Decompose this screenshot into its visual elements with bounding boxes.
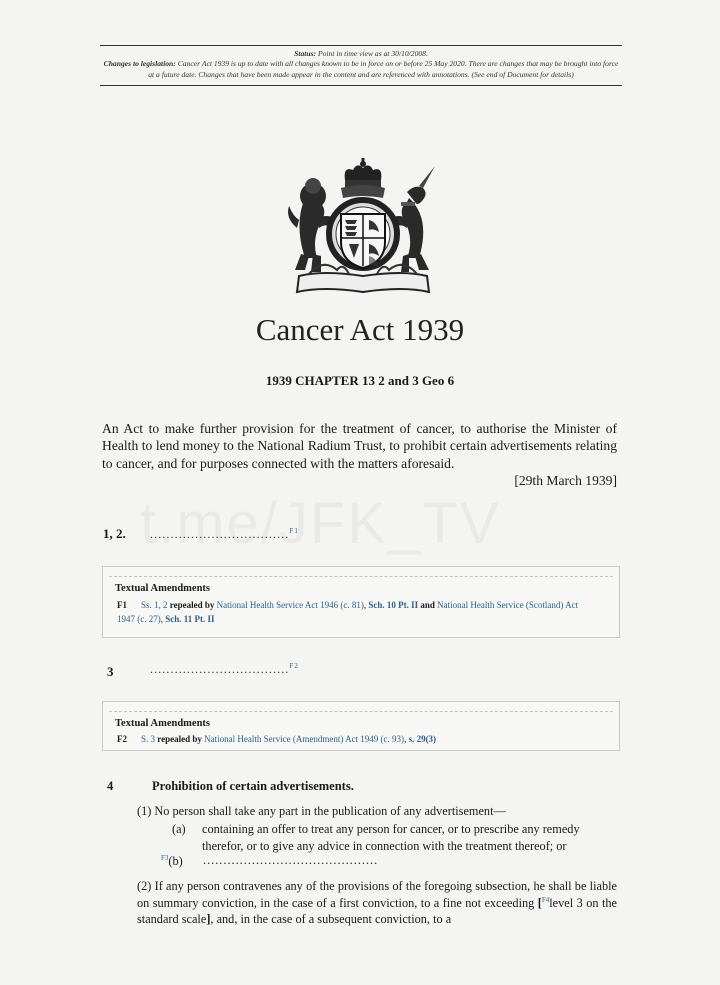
section-number: 4 <box>107 779 114 793</box>
changes-label: Changes to legislation: <box>103 59 176 69</box>
changes-text: Cancer Act 1939 is up to date with all changes known to be in force on or before 25 May 2020. There are changes that may be brought into force at a future date. Changes that have been made appear in the content and are referenced with annotations. (See end of Document for details) <box>148 59 619 79</box>
amendment-ref-link[interactable]: S. 3 <box>141 734 156 744</box>
textual-amendments-box <box>102 566 620 638</box>
amendments-heading: Textual Amendments <box>115 583 210 594</box>
watermark <box>140 490 500 557</box>
footnote-link[interactable]: F4 <box>541 895 550 904</box>
amendment-id: F2 <box>117 734 127 744</box>
item-a-text: containing an offer to treat any person for cancer, or to prescribe any remedy therefor, or to give any advice in connection with the treatment thereof; or <box>202 822 580 853</box>
section-number: 3 <box>107 664 114 679</box>
item-b-label: $^{F3}$(b) <box>161 853 183 868</box>
section-link[interactable]: s. 29(3) <box>408 734 437 744</box>
long-title-text: An Act to make further provision for the treatment of cancer, to authorise the Minister of Health to lend money to the National Radium Trust, to prohibit certain advertisements relating to cancer, and for purposes connected with the matters aforesaid. <box>102 421 617 471</box>
long-title-date: [29th March 1939] <box>514 472 617 488</box>
footnote-link[interactable]: F1 <box>289 527 299 535</box>
status-label: Status: <box>294 49 317 58</box>
item-b-dots: ........................................... <box>203 853 379 867</box>
footnote-link[interactable]: F2 <box>289 662 299 670</box>
act-link[interactable]: National Health Service (Amendment) Act 1949 (c. 93) <box>204 734 405 744</box>
textual-amendments-box <box>102 701 620 751</box>
status-text: Point in time view as at 30/10/2008. <box>317 49 428 58</box>
royal-coat-of-arms-icon <box>283 158 443 303</box>
section-number: 1, 2. <box>103 526 126 541</box>
status-box <box>100 45 622 86</box>
schedule-link[interactable]: Sch. 10 Pt. II <box>368 600 419 610</box>
act-link[interactable]: National Health Service (Scotland) Act 1947 (c. 27) <box>117 600 579 624</box>
act-title: Cancer Act 1939 <box>255 312 465 347</box>
section-heading: Prohibition of certain advertisements. <box>152 779 354 793</box>
subsection-1: (1) No person shall take any part in the publication of any advertisement— <box>137 804 506 818</box>
schedule-link[interactable]: Sch. 11 Pt. II <box>165 613 215 624</box>
repealed-section-dots: ..................................$^{F1}$ <box>150 527 299 541</box>
footnote-link[interactable]: F3 <box>161 853 169 862</box>
long-title <box>102 420 617 489</box>
amendment-item: F1 Ss. 1, 2 repealed by National Health Service Act 1946 (c. 81), Sch. 10 Pt. II and National Health Service (Scotland) Act 1947 (c. 27), Sch. 11 Pt. II <box>117 600 579 624</box>
subsection-2: (2) If any person contravenes any of the provisions of the foregoing subsection, he shall be liable on summary conviction, in the case of a first conviction, to a fine not exceeding [$^{F4}$level 3 on the standard scale], and, in the case of a subsequent conviction, to a <box>137 879 617 927</box>
amendments-heading: Textual Amendments <box>115 718 210 729</box>
repealed-section-dots: ..................................$^{F2}$ <box>150 662 299 676</box>
amendment-id: F1 <box>117 600 127 610</box>
chapter-citation: 1939 CHAPTER 13 2 and 3 Geo 6 <box>265 373 455 388</box>
amendment-ref-link[interactable]: Ss. 1, 2 <box>141 600 168 610</box>
item-a-label: (a) <box>172 822 186 836</box>
act-link[interactable]: National Health Service Act 1946 (c. 81) <box>216 600 364 610</box>
amendment-item: F2 S. 3 repealed by National Health Service (Amendment) Act 1949 (c. 93), s. 29(3) <box>117 733 597 747</box>
